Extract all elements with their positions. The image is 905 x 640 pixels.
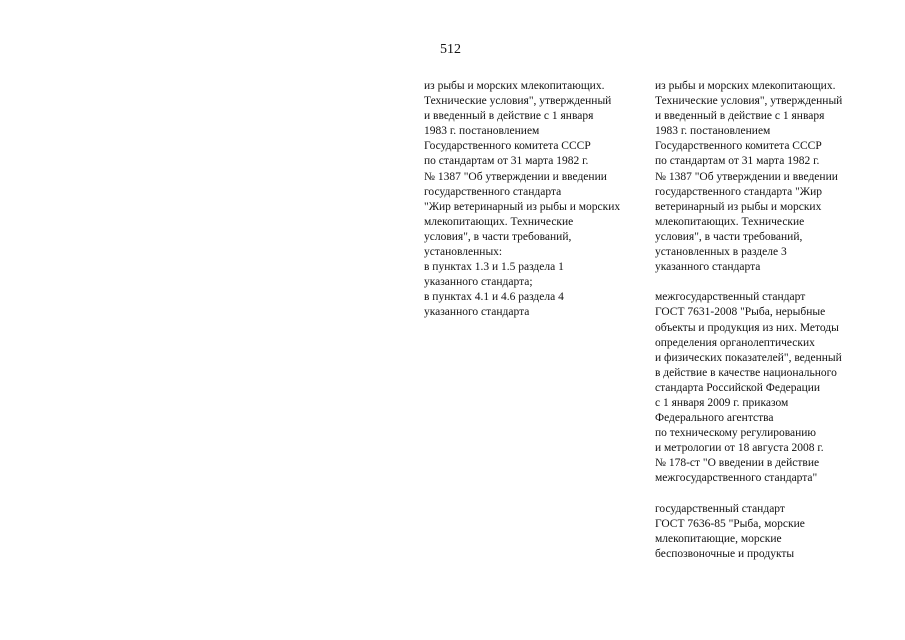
paragraph-block: [655, 290, 890, 486]
text-line: в пунктах 4.1 и 4.6 раздела 4: [424, 291, 564, 304]
text-line: Технические условия", утвержденный: [655, 95, 843, 108]
text-line: Федерального агентства: [655, 412, 774, 425]
text-line: Технические условия", утвержденный: [424, 95, 612, 108]
paragraph-gap: [655, 275, 890, 290]
paragraph-block: [655, 79, 890, 275]
text-line: № 178-ст "О введении в действие: [655, 457, 820, 470]
text-line: млекопитающих. Технические: [424, 215, 574, 228]
text-line: млекопитающие, морские: [655, 532, 782, 545]
text-line: № 1387 "Об утверждении и введении: [424, 170, 607, 183]
text-line: объекты и продукция из них. Методы: [655, 321, 839, 334]
text-line: условия", в части требований,: [655, 230, 803, 243]
text-line: "Жир ветеринарный из рыбы и морских: [424, 200, 621, 213]
right-column: [655, 79, 890, 562]
text-line: межгосударственный стандарт: [655, 291, 806, 304]
text-line: Государственного комитета СССР: [655, 140, 822, 153]
text-line: и введенный в действие с 1 января: [424, 110, 594, 123]
text-line: из рыбы и морских млекопитающих.: [424, 80, 605, 92]
text-line: в пунктах 1.3 и 1.5 раздела 1: [424, 261, 564, 274]
text-line: государственного стандарта "Жир: [655, 185, 822, 198]
text-line: из рыбы и морских млекопитающих.: [655, 80, 836, 92]
text-line: определения органолептических: [655, 336, 815, 349]
text-line: указанного стандарта: [655, 261, 761, 274]
text-line: установленных:: [424, 246, 503, 259]
text-line: и физических показателей", веденный: [655, 351, 842, 364]
text-line: и введенный в действие с 1 января: [655, 110, 825, 123]
text-line: стандарта Российской Федерации: [655, 381, 821, 394]
paragraph-block: [655, 502, 890, 562]
text-line: указанного стандарта: [424, 306, 530, 319]
text-line: и метрологии от 18 августа 2008 г.: [655, 442, 824, 455]
text-line: 1983 г. постановлением: [655, 125, 771, 138]
text-line: указанного стандарта;: [424, 276, 533, 289]
text-line: ветеринарный из рыбы и морских: [655, 200, 822, 213]
text-line: по стандартам от 31 марта 1982 г.: [655, 155, 820, 168]
text-line: млекопитающих. Технические: [655, 215, 805, 228]
text-line: беспозвоночные и продукты: [655, 547, 795, 560]
text-line: государственного стандарта: [424, 185, 562, 198]
paragraph-gap: [655, 487, 890, 502]
text-line: Государственного комитета СССР: [424, 140, 591, 153]
text-line: государственный стандарт: [655, 502, 785, 515]
text-line: по техническому регулированию: [655, 427, 817, 440]
text-line: в действие в качестве национального: [655, 366, 837, 379]
text-line: с 1 января 2009 г. приказом: [655, 396, 789, 409]
text-line: межгосударственного стандарта": [655, 472, 818, 485]
text-line: 1983 г. постановлением: [424, 125, 540, 138]
text-line: ГОСТ 7631-2008 "Рыба, нерыбные: [655, 306, 826, 319]
text-line: по стандартам от 31 марта 1982 г.: [424, 155, 589, 168]
left-column: [424, 79, 659, 321]
text-line: установленных в разделе 3: [655, 246, 787, 259]
text-line: № 1387 "Об утверждении и введении: [655, 170, 838, 183]
text-line: ГОСТ 7636-85 "Рыба, морские: [655, 517, 805, 530]
page-number: 512: [440, 42, 461, 57]
text-line: условия", в части требований,: [424, 230, 572, 243]
